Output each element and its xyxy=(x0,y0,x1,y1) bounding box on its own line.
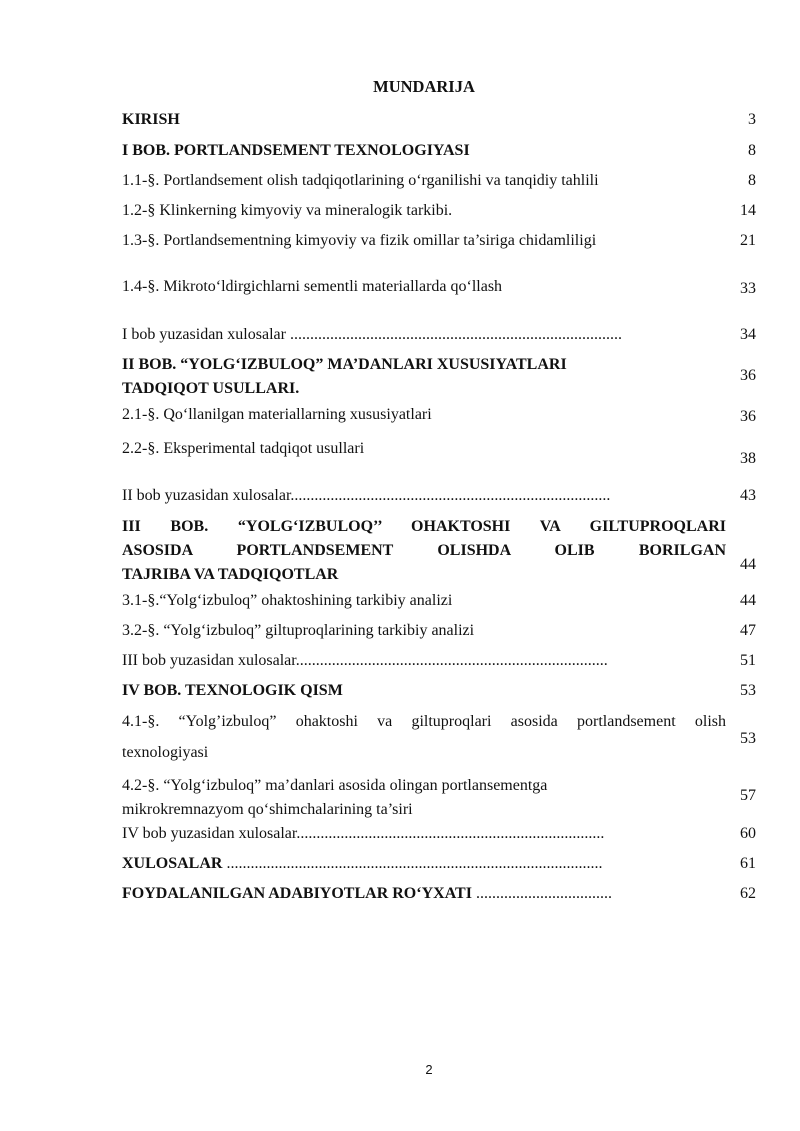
toc-entry-title: 2.1-§. Qo‘llanilgan materiallarning xususiyatlari xyxy=(122,406,432,423)
toc-entry-section-4-1[interactable] xyxy=(122,710,756,768)
toc-entry-chapter-4-conclusions[interactable] xyxy=(122,822,756,846)
toc-leader-dots: .............................................................................................. xyxy=(222,855,603,872)
toc-entry-title: I BOB. PORTLANDSEMENT TEXNOLOGIYASI xyxy=(122,142,470,159)
toc-entry-section-1-3[interactable] xyxy=(122,229,756,253)
toc-entry-page: 33 xyxy=(740,280,756,297)
toc-entry-chapter-1-conclusions[interactable] xyxy=(122,323,756,347)
toc-entry-title-line: 4.1-§. “Yolg’izbuloq” ohaktoshi va giltuproqlari asosida portlandsement olish xyxy=(122,713,726,730)
page-number: 2 xyxy=(425,1062,433,1077)
toc-entry-page: 47 xyxy=(740,622,756,639)
toc-entry-title: III bob yuzasidan xulosalar.............................................................................. xyxy=(122,652,608,669)
toc-entry-title-line: TADQIQOT USULLARI. xyxy=(122,380,300,397)
toc-entry-page: 8 xyxy=(748,172,756,189)
toc-entry-page: 34 xyxy=(740,326,756,343)
toc-entry-title: KIRISH xyxy=(122,111,180,128)
toc-entry-title: II bob yuzasidan xulosalar................................................................................ xyxy=(122,487,611,504)
toc-entry-page: 21 xyxy=(740,232,756,249)
toc-entry-section-1-1[interactable] xyxy=(122,169,756,193)
toc-entry-title: FOYDALANILGAN ADABIYOTLAR RO‘YXATI .................................. xyxy=(122,885,612,902)
toc-entry-title-line: mikrokremnazyom qo‘shimchalarining ta’siri xyxy=(122,801,413,818)
toc-entry-page: 36 xyxy=(740,408,756,425)
toc-entry-title-line: ASOSIDA PORTLANDSEMENT OLISHDA OLIB BORILGAN xyxy=(122,542,726,559)
toc-entry-section-2-2[interactable] xyxy=(122,437,756,467)
toc-leader-dots: ................................................................................ xyxy=(290,487,611,504)
toc-entry-title: 1.4-§. Mikroto‘ldirgichlarni sementli materiallarda qo‘llash xyxy=(122,278,503,295)
toc-entry-page: 36 xyxy=(740,367,756,384)
toc-entry-page: 43 xyxy=(740,487,756,504)
toc-entry-title-line: 4.2-§. “Yolg‘izbuloq” ma’danlari asosida olingan portlansementga xyxy=(122,777,548,794)
toc-entry-page: 53 xyxy=(740,730,756,747)
toc-leader-dots: .............................................................................. xyxy=(295,652,608,669)
toc-entry-page: 62 xyxy=(740,885,756,902)
toc-entry-page: 44 xyxy=(740,556,756,573)
toc-entry-page: 51 xyxy=(740,652,756,669)
toc-entry-title-line: III BOB. “YOLG‘IZBULOQ’’ OHAKTOSHI VA GILTUPROQLARI xyxy=(122,518,726,535)
toc-entry-kirish[interactable] xyxy=(122,108,756,132)
toc-entry-chapter-2[interactable] xyxy=(122,353,756,401)
toc-entry-title: 3.1-§.“Yolg‘izbuloq” ohaktoshining tarkibiy analizi xyxy=(122,592,453,609)
toc-entry-section-4-2[interactable] xyxy=(122,774,756,822)
toc-leader-dots: .................................. xyxy=(471,885,612,902)
toc-entry-section-2-1[interactable] xyxy=(122,403,756,427)
toc-entry-page: 53 xyxy=(740,682,756,699)
toc-entry-conclusions[interactable] xyxy=(122,852,756,876)
toc-entry-title: 1.3-§. Portlandsementning kimyoviy va fizik omillar ta’siriga chidamliligi xyxy=(122,232,597,249)
toc-entry-chapter-1[interactable] xyxy=(122,139,756,163)
toc-entry-page: 3 xyxy=(748,111,756,128)
toc-entry-section-3-1[interactable] xyxy=(122,589,756,613)
toc-entry-title: IV BOB. TEXNOLOGIK QISM xyxy=(122,682,343,699)
toc-entry-section-3-2[interactable] xyxy=(122,619,756,643)
toc-leader-dots: ................................................................................... xyxy=(285,326,622,343)
toc-entry-page: 60 xyxy=(740,825,756,842)
toc-entry-title: 1.2-§ Klinkerning kimyoviy va mineralogik tarkibi. xyxy=(122,202,453,219)
toc-entry-title-line: TAJRIBA VA TADQIQOTLAR xyxy=(122,566,339,583)
toc-entry-chapter-3-conclusions[interactable] xyxy=(122,649,756,673)
toc-entry-chapter-3[interactable] xyxy=(122,515,756,587)
toc-entry-title: 1.1-§. Portlandsement olish tadqiqotlarining o‘rganilishi va tanqidiy tahlili xyxy=(122,172,599,189)
toc-entry-title: I bob yuzasidan xulosalar ................................................................................... xyxy=(122,326,622,343)
toc-entry-page: 44 xyxy=(740,592,756,609)
toc-entry-title: XULOSALAR .............................................................................................. xyxy=(122,855,603,872)
toc-entry-page: 8 xyxy=(748,142,756,159)
toc-entry-title: 3.2-§. “Yolg‘izbuloq” giltuproqlarining tarkibiy analizi xyxy=(122,622,475,639)
toc-entry-title: 2.2-§. Eksperimental tadqiqot usullari xyxy=(122,440,365,457)
toc-entry-section-1-2[interactable] xyxy=(122,199,756,223)
toc-entry-page: 61 xyxy=(740,855,756,872)
toc-entry-page: 14 xyxy=(740,202,756,219)
toc-entry-page: 57 xyxy=(740,787,756,804)
toc-entry-chapter-4[interactable] xyxy=(122,679,756,703)
toc-leader-dots: ............................................................................. xyxy=(296,825,605,842)
toc-entry-title-line: II BOB. “YOLG‘IZBULOQ” MA’DANLARI XUSUSIYATLARI xyxy=(122,356,567,373)
toc-entry-chapter-2-conclusions[interactable] xyxy=(122,484,756,508)
toc-entry-page: 38 xyxy=(740,450,756,467)
page-title: MUNDARIJA xyxy=(373,77,475,96)
toc-entry-references[interactable] xyxy=(122,882,756,906)
toc-entry-title: IV bob yuzasidan xulosalar............................................................................. xyxy=(122,825,605,842)
toc-entry-title-line: texnologiyasi xyxy=(122,744,209,761)
toc-entry-section-1-4[interactable] xyxy=(122,275,756,299)
